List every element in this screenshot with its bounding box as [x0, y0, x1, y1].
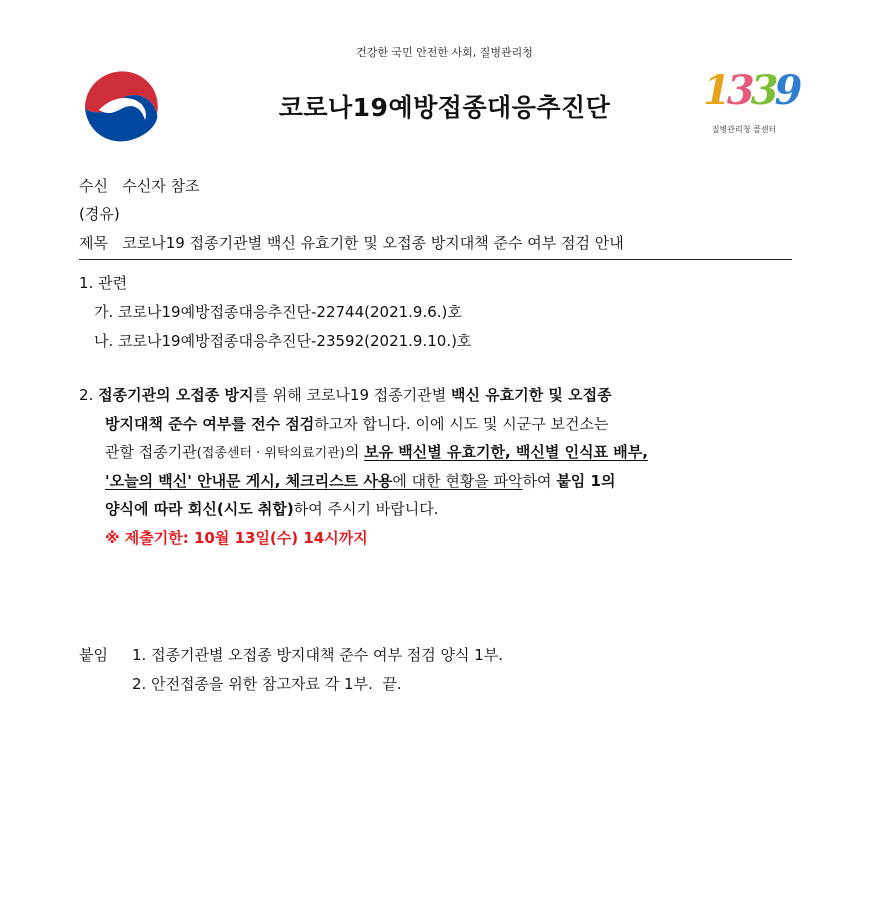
body-text: (접종센터 · 위탁의료기관) — [196, 446, 345, 461]
recipient-value: 수신자 참조 — [122, 177, 200, 195]
logo-digit: 9 — [774, 67, 799, 114]
attachment-item: 1. 접종기관별 오접종 방지대책 준수 여부 점검 양식 1부. — [132, 646, 504, 664]
recipient-label: 수신 — [79, 177, 108, 195]
attachments-label: 붙임 — [79, 646, 108, 664]
body-text: 하고자 합니다. 이에 시도 및 시군구 보건소는 — [314, 415, 609, 433]
emphasis-text: 접종기관의 오접종 방지 — [98, 386, 254, 404]
section-number: 2. — [79, 386, 99, 404]
subject-label: 제목 — [79, 234, 108, 252]
subject-line — [79, 232, 792, 260]
logo-digit: 3 — [726, 67, 751, 114]
body-text: 하여 주시기 바랍니다. — [293, 500, 439, 518]
organization-title: 코로나19예방접종대응추진단 — [278, 93, 611, 122]
emphasis-text: 백신 유효기한 및 오접종 — [451, 386, 612, 404]
underlined-emphasis: '오늘의 백신' 안내문 게시, 체크리스트 사용 — [105, 472, 393, 490]
subject-value: 코로나19 접종기관별 백신 유효기한 및 오접종 방지대책 준수 여부 점검 안내 — [122, 234, 624, 252]
emphasis-text: 방지대책 준수 여부를 전수 점검 — [105, 415, 315, 433]
logo-digit: 1 — [703, 67, 727, 114]
attachment-item — [132, 673, 402, 694]
via-line: (경유) — [79, 205, 120, 223]
emphasis-text: 양식에 따라 회신(시도 취합) — [105, 500, 294, 518]
section2-line4 — [105, 470, 615, 491]
logo-caption: 질병관리청 콜센터 — [711, 125, 777, 134]
related-item: 나. 코로나19예방접종대응추진단-23592(2021.9.10.)호 — [94, 332, 472, 350]
submission-deadline: ※ 제출기한: 10월 13일(수) 14시까지 — [105, 529, 368, 547]
end-mark: 끝. — [382, 675, 402, 693]
underlined-text: 에 대한 현황을 파악 — [392, 472, 523, 490]
attachment-text: 2. 안전접종을 위한 참고자료 각 1부. — [132, 675, 373, 693]
body-text: 를 위해 코로나19 접종기관별 — [253, 386, 452, 404]
emphasis-text: 붙임 1의 — [556, 472, 616, 490]
section1-heading: 1. 관련 — [79, 274, 128, 292]
section2-line3 — [105, 441, 648, 462]
logo-digit: 3 — [750, 67, 775, 114]
logo-1339-digits — [703, 67, 799, 114]
callcenter-1339-logo — [703, 67, 799, 144]
body-text: 하여 — [522, 472, 557, 490]
body-text: 의 — [344, 443, 365, 461]
related-item: 가. 코로나19예방접종대응추진단-22744(2021.9.6.)호 — [94, 303, 462, 321]
section2-line2 — [105, 413, 608, 434]
section2-line5 — [105, 498, 439, 519]
section2-line1 — [79, 384, 612, 405]
underlined-emphasis: 보유 백신별 유효기한, 백신별 인식표 배부, — [364, 443, 648, 461]
recipient-line — [79, 175, 200, 196]
slogan: 건강한 국민 안전한 사회, 질병관리청 — [356, 46, 533, 59]
body-text: 관할 접종기관 — [105, 443, 197, 461]
